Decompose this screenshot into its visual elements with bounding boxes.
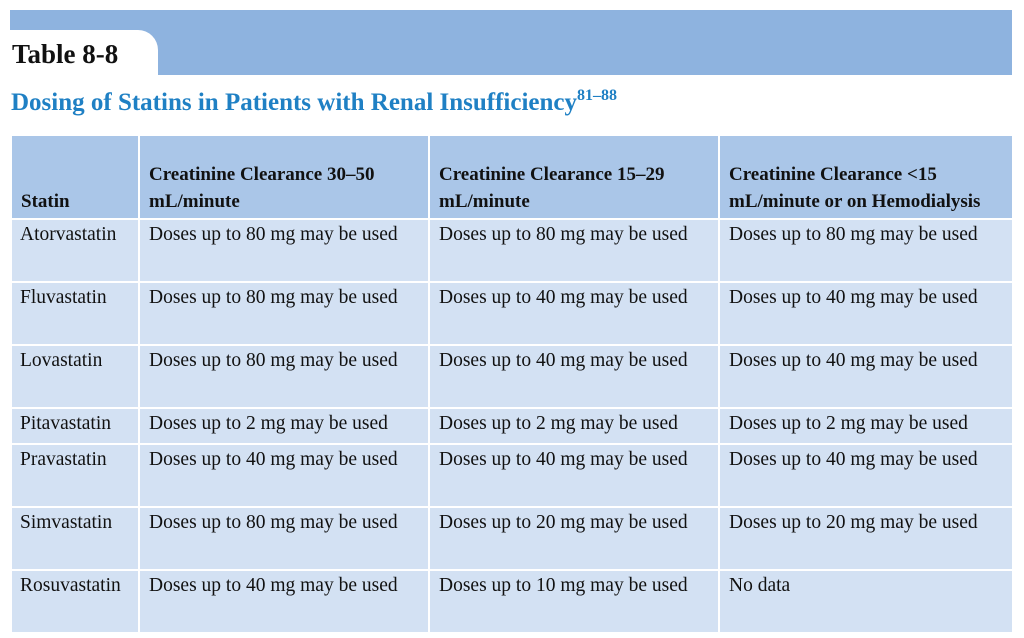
table-title-text: Dosing of Statins in Patients with Renal Insufficiency (11, 89, 578, 116)
dose-cell: Doses up to 80 mg may be used (139, 282, 429, 345)
dose-cell: Doses up to 20 mg may be used (719, 507, 1013, 570)
table-label: Table 8-8 (10, 30, 158, 75)
statin-name-cell: Lovastatin (11, 345, 139, 408)
dose-cell: Doses up to 80 mg may be used (139, 507, 429, 570)
statin-name-cell: Simvastatin (11, 507, 139, 570)
column-header-crcl-under-15: Creatinine Clearance <15 mL/minute or on Hemodialysis (719, 135, 1013, 219)
column-header-crcl-30-50: Creatinine Clearance 30–50 mL/minute (139, 135, 429, 219)
dose-cell: Doses up to 40 mg may be used (429, 444, 719, 507)
dose-cell: Doses up to 40 mg may be used (139, 570, 429, 633)
dose-cell: Doses up to 40 mg may be used (139, 444, 429, 507)
dose-cell: Doses up to 80 mg may be used (429, 219, 719, 282)
table-title-reference: 81–88 (577, 87, 618, 104)
dose-cell: Doses up to 80 mg may be used (139, 219, 429, 282)
table-header-bar (10, 10, 1012, 75)
dose-cell: Doses up to 80 mg may be used (719, 219, 1013, 282)
table-row (11, 408, 1013, 444)
column-header-statin: Statin (11, 135, 139, 219)
dose-cell: Doses up to 2 mg may be used (719, 408, 1013, 444)
statin-name-cell: Atorvastatin (11, 219, 139, 282)
dose-cell: Doses up to 40 mg may be used (429, 345, 719, 408)
dose-cell: Doses up to 2 mg may be used (139, 408, 429, 444)
dose-cell: Doses up to 40 mg may be used (429, 282, 719, 345)
table-title (11, 83, 617, 123)
table-row (11, 219, 1013, 282)
statin-name-cell: Rosuvastatin (11, 570, 139, 633)
dose-cell: Doses up to 20 mg may be used (429, 507, 719, 570)
dose-cell: Doses up to 40 mg may be used (719, 345, 1013, 408)
dose-cell: Doses up to 40 mg may be used (719, 444, 1013, 507)
dose-cell: Doses up to 10 mg may be used (429, 570, 719, 633)
table-row (11, 507, 1013, 570)
table-row (11, 570, 1013, 633)
table-header-row (11, 135, 1013, 219)
statin-name-cell: Pravastatin (11, 444, 139, 507)
statin-name-cell: Fluvastatin (11, 282, 139, 345)
table-row (11, 345, 1013, 408)
dose-cell: No data (719, 570, 1013, 633)
dose-cell: Doses up to 80 mg may be used (139, 345, 429, 408)
dose-cell: Doses up to 40 mg may be used (719, 282, 1013, 345)
table-row (11, 444, 1013, 507)
column-header-crcl-15-29: Creatinine Clearance 15–29 mL/minute (429, 135, 719, 219)
statin-dosing-table (10, 134, 1014, 634)
table-row (11, 282, 1013, 345)
dose-cell: Doses up to 2 mg may be used (429, 408, 719, 444)
statin-name-cell: Pitavastatin (11, 408, 139, 444)
